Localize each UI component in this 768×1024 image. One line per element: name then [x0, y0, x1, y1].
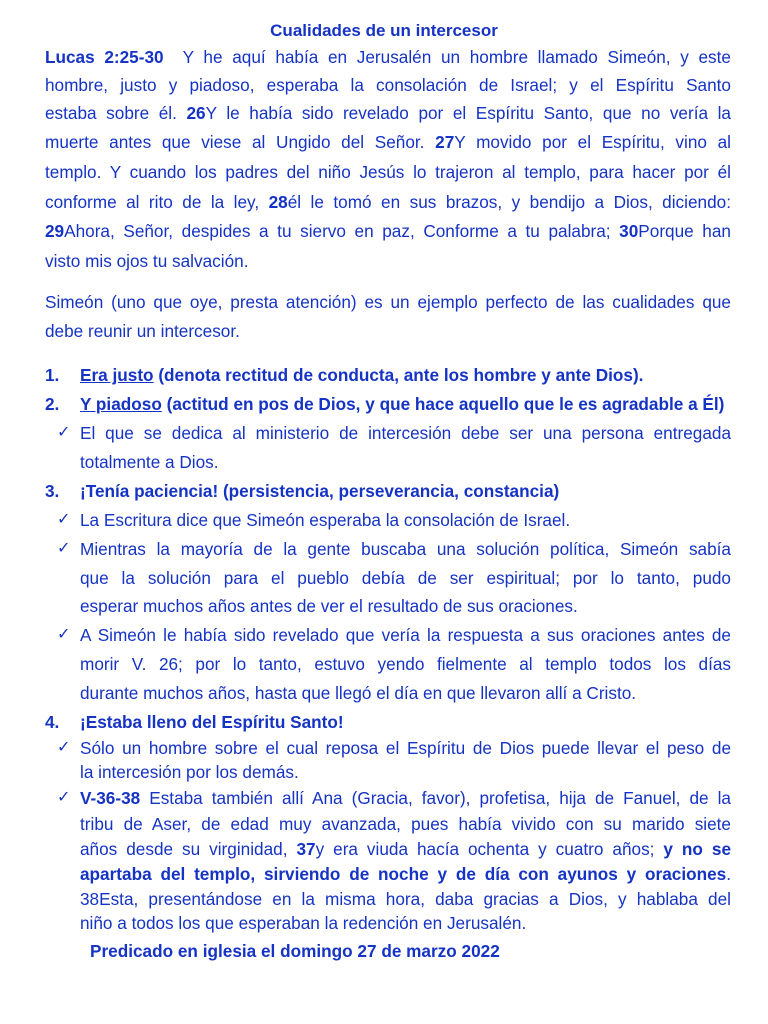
bullet-line: tribu de Aser, de edad muy avanzada, pues había vivido con su marido siete [80, 814, 731, 834]
bullet-line: la intercesión por los demás. [80, 762, 299, 782]
bullet-line: esperar muchos años antes de ver el resultado de sus oraciones. [80, 596, 578, 616]
bullet-line: totalmente a Dios. [80, 452, 219, 472]
verse-number: 28 [268, 192, 288, 212]
bullet-line: apartaba del templo, sirviendo de noche y de día con ayunos y oraciones. [80, 864, 731, 884]
check-icon: ✓ [57, 511, 71, 528]
bullet-line: que la solución para el pueblo debía de ser espiritual; por lo tanto, pudo [80, 568, 731, 588]
check-icon: ✓ [57, 626, 71, 643]
check-icon: ✓ [57, 739, 71, 756]
bullet-line: niño a todos los que esperaban la redención en Jerusalén. [80, 913, 527, 933]
bullet-line: años desde su virginidad, 37y era viuda hacía ochenta y cuatro años; y no se [80, 839, 731, 859]
verse-number: 30 [619, 221, 639, 241]
passage-line-2: hombre, justo y piadoso, esperaba la consolación de Israel; y el Espíritu Santo [45, 75, 731, 95]
passage-reference: Lucas 2:25-30 [45, 47, 164, 67]
bullet-line: El que se dedica al ministerio de intercesión debe ser una persona entregada [80, 423, 731, 443]
bullet-line: durante muchos años, hasta que llegó el día en que llevaron allí a Cristo. [80, 683, 637, 703]
verse-number: 37 [296, 839, 316, 859]
intro-line-1: Simeón (uno que oye, presta atención) es un ejemplo perfecto de las cualidades que [45, 292, 731, 312]
verse-reference: V-36-38 [80, 788, 141, 808]
check-icon: ✓ [57, 540, 71, 557]
passage-line-7: 29Ahora, Señor, despides a tu siervo en paz, Conforme a tu palabra; 30Porque han [45, 221, 731, 241]
passage-line-6: conforme al rito de la ley, 28él le tomó en sus brazos, y bendijo a Dios, diciendo: [45, 192, 731, 212]
item-heading-4: ¡Estaba lleno del Espíritu Santo! [80, 712, 344, 732]
passage-line-3: estaba sobre él. 26Y le había sido revelado por el Espíritu Santo, que no vería la [45, 103, 731, 123]
footer-note: Predicado en iglesia el domingo 27 de marzo 2022 [90, 941, 500, 961]
bullet-line: morir V. 26; por lo tanto, estuvo yendo fielmente al templo todos los días [80, 654, 731, 674]
item-heading-1: Era justo (denota rectitud de conducta, ante los hombre y ante Dios). [80, 365, 644, 385]
bullet-line: V-36-38 Estaba también allí Ana (Gracia, favor), profetisa, hija de Fanuel, de la [80, 788, 731, 808]
item-number: 3. [45, 481, 60, 501]
bullet-line: Sólo un hombre sobre el cual reposa el Espíritu de Dios puede llevar el peso de [80, 738, 731, 758]
page-title: Cualidades de un intercesor [270, 21, 498, 40]
check-icon: ✓ [57, 424, 71, 441]
check-icon: ✓ [57, 789, 71, 806]
item-number: 2. [45, 394, 60, 414]
passage-line-8: visto mis ojos tu salvación. [45, 251, 249, 271]
intro-line-2: debe reunir un intercesor. [45, 321, 240, 341]
verse-number: 27 [435, 132, 455, 152]
verse-number: 29 [45, 221, 65, 241]
verse-number: 26 [186, 103, 206, 123]
passage-line-4: muerte antes que viese al Ungido del Señor. 27Y movido por el Espíritu, vino al [45, 132, 731, 152]
bullet-line: La Escritura dice que Simeón esperaba la consolación de Israel. [80, 510, 571, 530]
bullet-line: A Simeón le había sido revelado que vería la respuesta a sus oraciones antes de [80, 625, 731, 645]
item-number: 1. [45, 365, 60, 385]
item-heading-2: Y piadoso (actitud en pos de Dios, y que hace aquello que le es agradable a Él) [80, 394, 725, 414]
bullet-line: 38Esta, presentándose en la misma hora, daba gracias a Dios, y hablaba del [80, 889, 731, 909]
passage-line-1: Lucas 2:25-30 Y he aquí había en Jerusalén un hombre llamado Simeón, y este [45, 47, 731, 67]
item-number: 4. [45, 712, 60, 732]
item-heading-3: ¡Tenía paciencia! (persistencia, perseverancia, constancia) [80, 481, 560, 501]
bullet-line: Mientras la mayoría de la gente buscaba una solución política, Simeón sabía [80, 539, 731, 559]
passage-line-5: templo. Y cuando los padres del niño Jesús lo trajeron al templo, para hacer por él [45, 162, 731, 182]
